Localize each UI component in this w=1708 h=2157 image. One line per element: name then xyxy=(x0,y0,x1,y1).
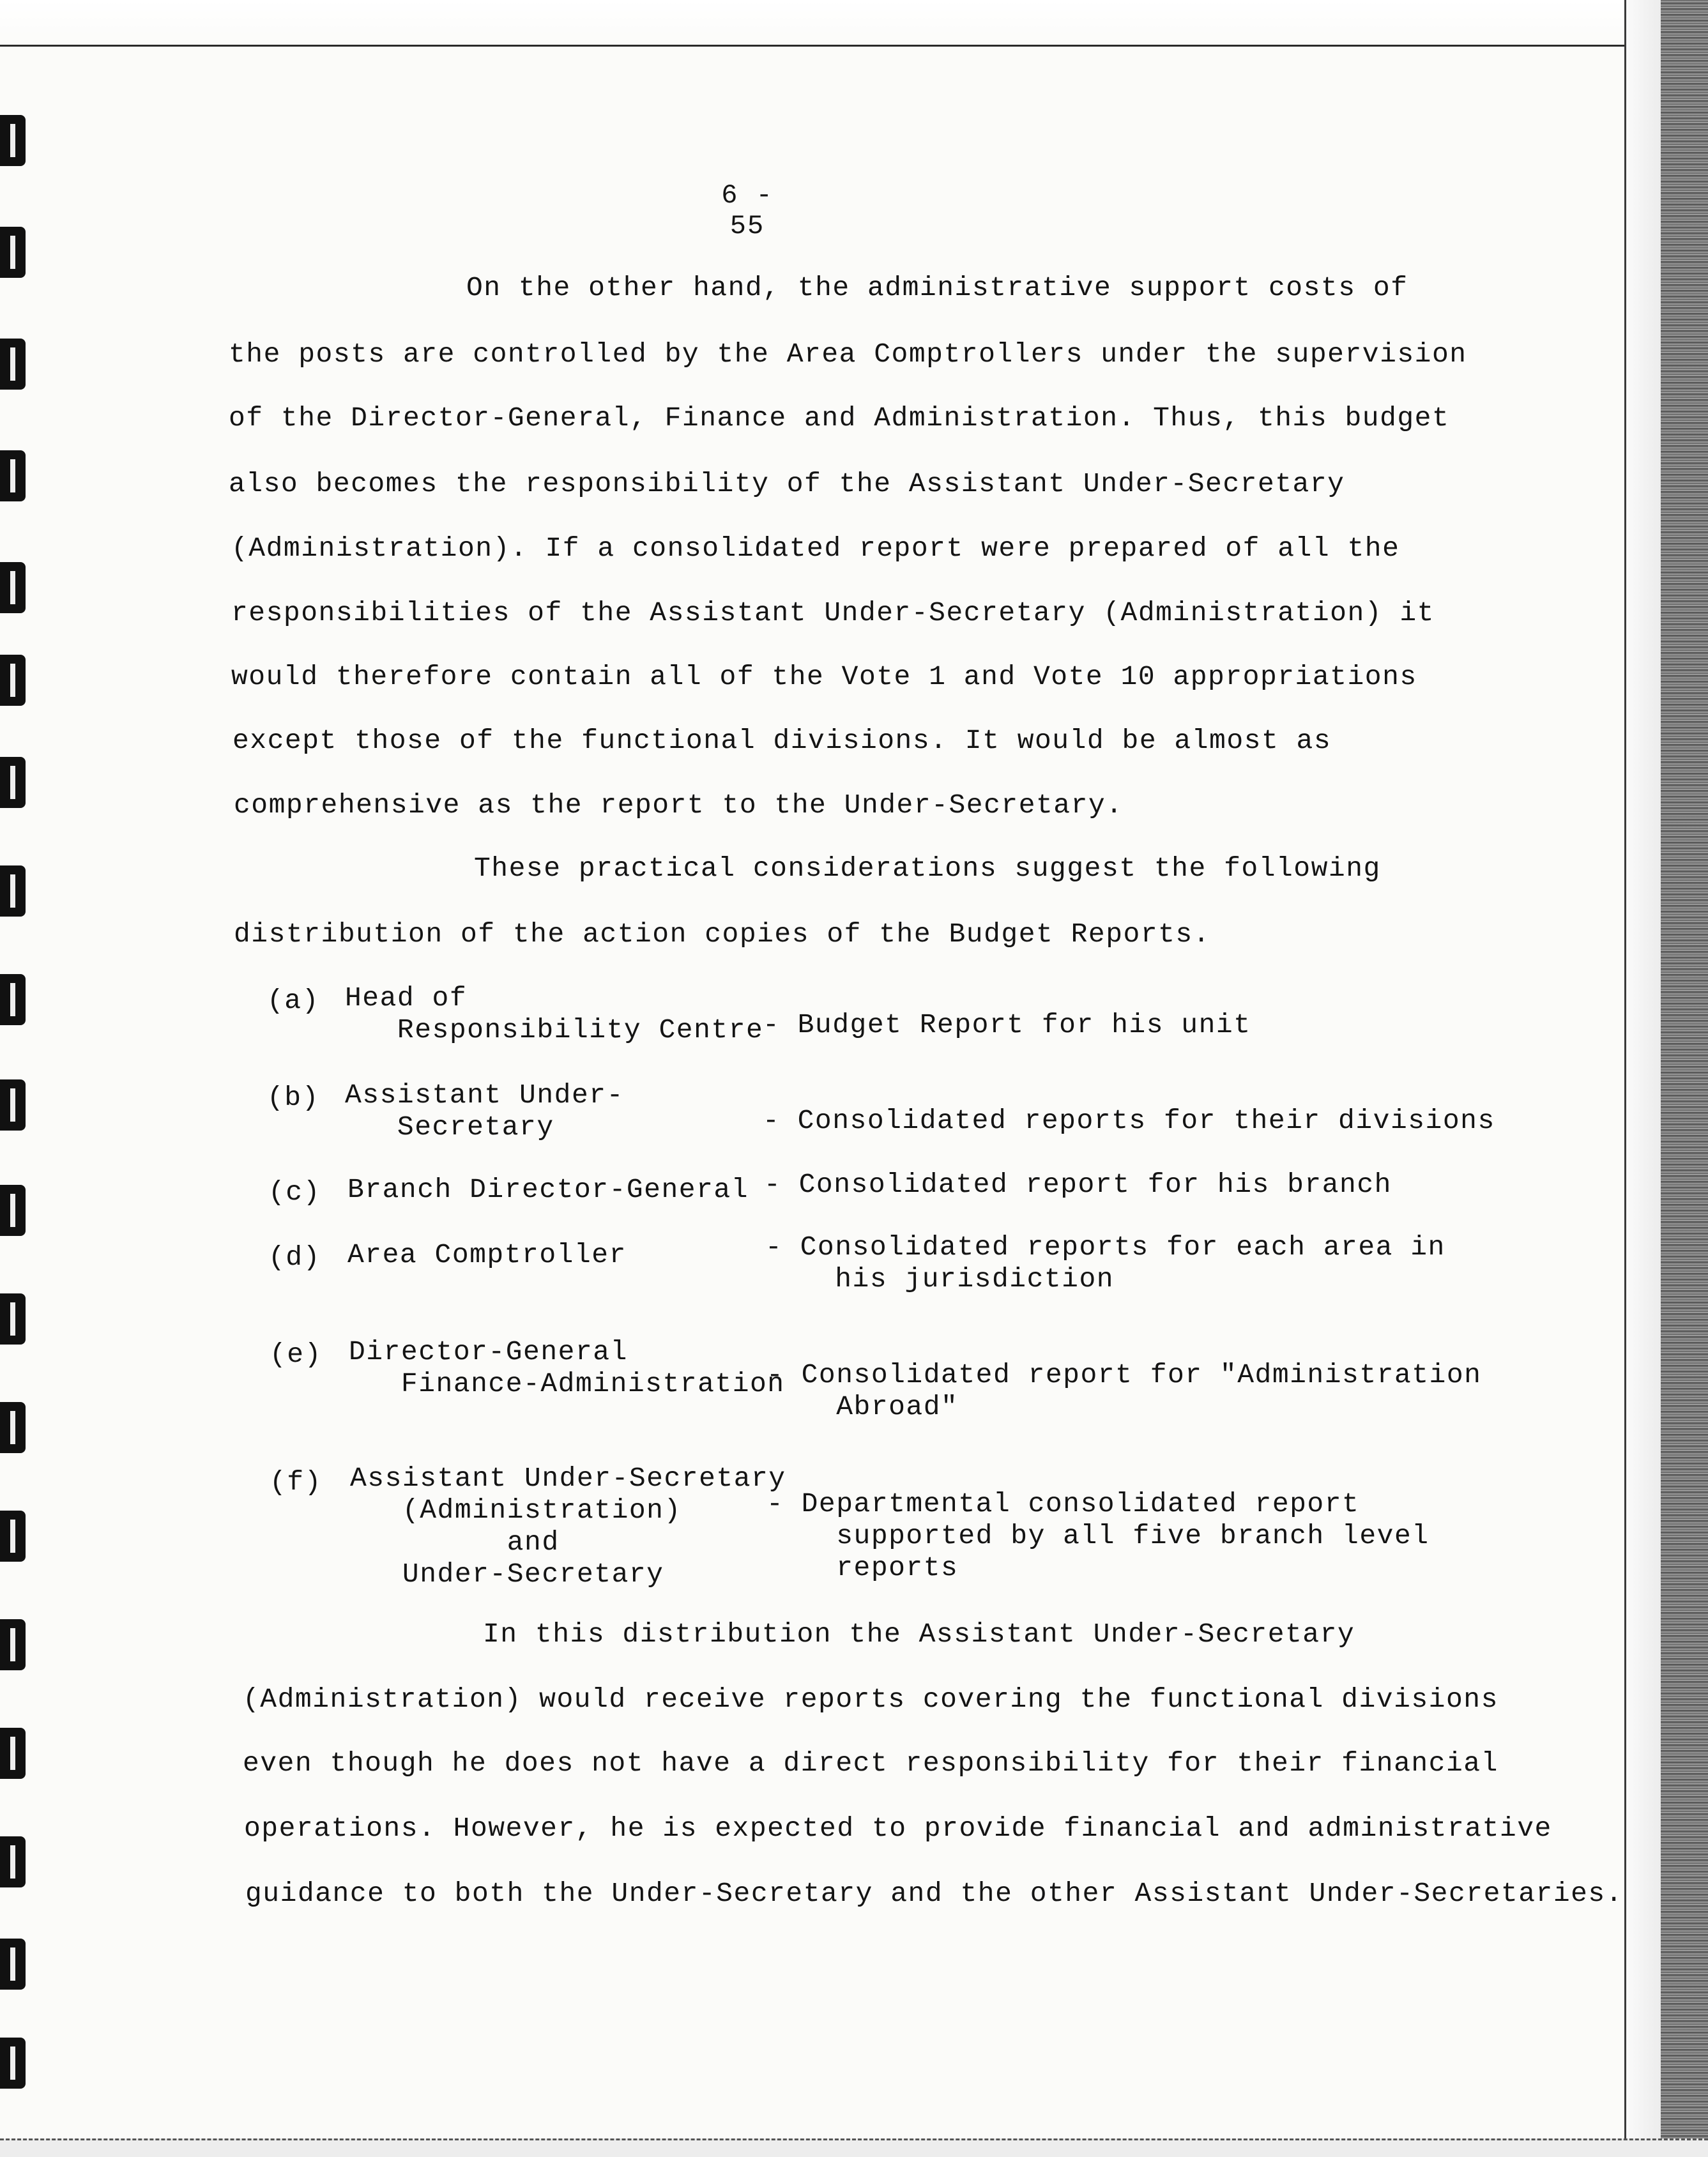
item-description: - Consolidated reports for their divisions xyxy=(763,1105,1495,1136)
paragraph-line: comprehensive as the report to the Under-Secretary. xyxy=(234,789,1124,821)
binding-ring xyxy=(0,757,26,808)
item-title: Area Comptroller xyxy=(347,1239,627,1270)
binding-ring xyxy=(0,655,26,706)
paragraph-line: distribution of the action copies of the Budget Reports. xyxy=(234,918,1211,950)
item-title: Director-General Finance-Administration xyxy=(349,1336,785,1399)
binding-ring xyxy=(0,562,26,613)
item-title: Assistant Under- Secretary xyxy=(345,1079,624,1143)
item-description: - Consolidated reports for each area in his jurisdiction xyxy=(765,1231,1445,1295)
paragraph-line: guidance to both the Under-Secretary and the other Assistant Under-Secretaries. xyxy=(245,1878,1624,1909)
item-description: - Consolidated report for his branch xyxy=(764,1169,1392,1200)
item-description: - Consolidated report for "Administration Abroad" xyxy=(766,1359,1482,1422)
binding-ring xyxy=(0,1402,26,1453)
page-number: 6 - 55 xyxy=(721,180,774,241)
binding-ring xyxy=(0,339,26,390)
page-right-margin xyxy=(1624,0,1661,2157)
binding-ring xyxy=(0,1728,26,1779)
binding-ring xyxy=(0,1079,26,1131)
item-label: (c) xyxy=(268,1177,321,1208)
paragraph-line: (Administration) would receive reports covering the functional divisions xyxy=(243,1684,1498,1715)
binding-ring xyxy=(0,1619,26,1670)
item-description: - Departmental consolidated report supported by all five branch level reports xyxy=(766,1488,1430,1583)
binding-ring xyxy=(0,974,26,1025)
item-label: (b) xyxy=(267,1082,319,1113)
paragraph-line: responsibilities of the Assistant Under-Secretary (Administration) it xyxy=(231,597,1435,629)
item-label: (f) xyxy=(270,1467,322,1498)
paragraph-line: operations. However, he is expected to provide financial and administrative xyxy=(244,1813,1552,1844)
paragraph-line: would therefore contain all of the Vote 1 and Vote 10 appropriations xyxy=(231,661,1417,692)
binding-ring xyxy=(0,1511,26,1562)
paragraph-line: also becomes the responsibility of the Assistant Under-Secretary xyxy=(229,468,1345,499)
binding-ring xyxy=(0,227,26,278)
item-description: - Budget Report for his unit xyxy=(763,1009,1251,1040)
paragraph-line: of the Director-General, Finance and Administration. Thus, this budget xyxy=(229,402,1450,434)
item-label: (d) xyxy=(268,1242,321,1273)
binding-ring xyxy=(0,1293,26,1345)
page-stack-edge xyxy=(1661,0,1708,2157)
item-title: Head of Responsibility Centre xyxy=(345,982,764,1046)
binding-ring xyxy=(0,450,26,501)
item-label: (a) xyxy=(267,985,319,1016)
item-title: Assistant Under-Secretary (Administration) and Under-Secretary xyxy=(350,1463,786,1590)
page-top-edge xyxy=(0,0,1708,47)
paragraph-line: except those of the functional divisions. It would be almost as xyxy=(233,725,1332,756)
binding-ring xyxy=(0,1836,26,1887)
paragraph-line: In this distribution the Assistant Under-Secretary xyxy=(483,1619,1355,1650)
page-bottom-edge xyxy=(0,2138,1708,2157)
binding-ring xyxy=(0,865,26,917)
paragraph-line: On the other hand, the administrative support costs of xyxy=(466,272,1408,303)
paragraph-line: These practical considerations suggest the following xyxy=(474,853,1381,884)
binding-ring xyxy=(0,115,26,166)
paragraph-line: even though he does not have a direct responsibility for their financial xyxy=(243,1748,1498,1779)
paragraph-line: the posts are controlled by the Area Comptrollers under the supervision xyxy=(229,339,1467,370)
spiral-binding xyxy=(0,0,38,2157)
item-title: Branch Director-General xyxy=(347,1174,749,1205)
binding-ring xyxy=(0,1939,26,1990)
item-label: (e) xyxy=(270,1339,322,1370)
binding-ring xyxy=(0,2038,26,2089)
paragraph-line: (Administration). If a consolidated report were prepared of all the xyxy=(231,533,1400,564)
binding-ring xyxy=(0,1185,26,1236)
